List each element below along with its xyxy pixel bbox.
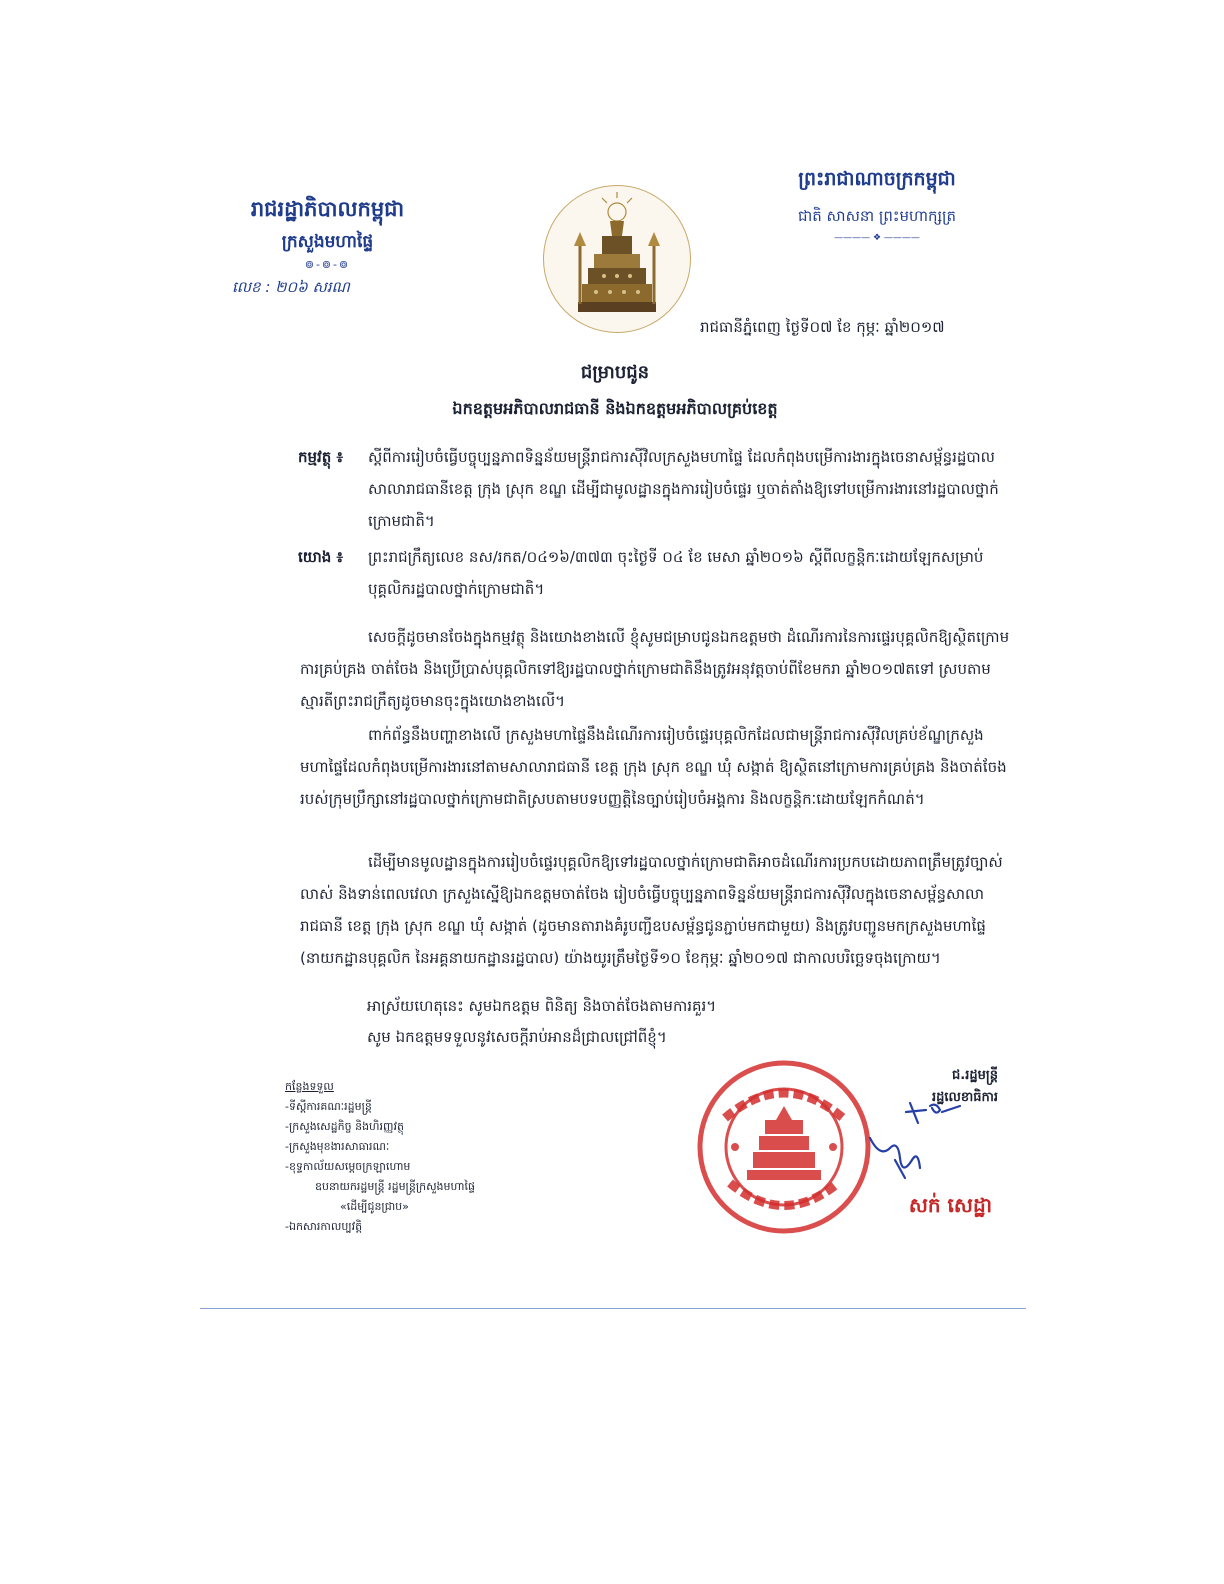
document-date: រាជធានីភ្នំពេញ ថ្ងៃទី០៧ ខែ កុម្ភៈ ឆ្នាំ២០១៧ — [700, 318, 945, 336]
recipient-item: -ទីស្តីការគណៈរដ្ឋមន្ត្រី — [285, 1100, 372, 1113]
recipient-item: «ដើម្បីជូនជ្រាប» — [340, 1200, 409, 1213]
body-paragraph: សេចក្តីដូចមានចែងក្នុងកម្មវត្ថុ និងយោងខាងលើ ខ្ញុំសូមជម្រាបជូនឯកឧត្តមថា ដំណើរការនៃការផ្ទេរបុគ្គលិកឱ្យស្ថិតក្រោមការគ្រប់គ្រង ចាត់ចែង និងប្រើប្រាស់បុគ្គលិកទៅឱ្យរដ្ឋបាលថ្នាក់ក្រោមជាតិនឹងត្រូវអនុវត្តចាប់ពីខែមករា ឆ្នាំ២០១៧តទៅ ស្របតាមស្មារតីព្រះរាជក្រឹត្យដូចមានចុះក្នុងយោងខាងលើ។ — [300, 628, 1010, 710]
reference-label: យោង ៖ — [298, 548, 344, 566]
kingdom-name: ព្រះរាជាណាចក្រកម្ពុជា — [798, 168, 956, 190]
kingdom-block — [757, 167, 997, 243]
reference-number: លេខ : ២០៦ សរណ — [232, 278, 350, 296]
body-paragraph: ដើម្បីមានមូលដ្ឋានក្នុងការរៀបចំផ្ទេរបុគ្គលិកឱ្យទៅរដ្ឋបាលថ្នាក់ក្រោមជាតិអាចដំណើរការប្រកបដោយភាពត្រឹមត្រូវច្បាស់លាស់ និងទាន់ពេលវេលា ក្រសួងស្នើឱ្យឯកឧត្តមចាត់ចែង រៀបចំធ្វើបច្ចុប្បន្នភាពទិន្នន័យមន្ត្រីរាជការស៊ីវិលក្នុងចេនាសម្ព័ន្ធសាលារាជធានី ខេត្ត ក្រុង ស្រុក ខណ្ឌ ឃុំ សង្កាត់ (ដូចមានតារាងគំរូបញ្ជីឧបសម្ព័ន្ធជូនភ្ជាប់មកជាមួយ) និងត្រូវបញ្ជូនមកក្រសួងមហាផ្ទៃ (នាយកដ្ឋានបុគ្គលិក នៃអគ្គនាយកដ្ឋានរដ្ឋបាល) យ៉ាងយូរត្រឹមថ្ងៃទី១០ ខែកុម្ភៈ ឆ្នាំ២០១៧ ជាកាលបរិច្ឆេទចុងក្រោយ។ — [300, 853, 1003, 967]
reference-text: ព្រះរាជក្រឹត្យលេខ នស/រកត/០៤១៦/៣៧៣ ចុះថ្ងៃទី ០៤ ខែ មេសា ឆ្នាំ២០១៦ ស្តីពីលក្ខន្តិកៈដោយឡែកសម្រាប់បុគ្គលិករដ្ឋបាលថ្នាក់ក្រោមជាតិ។ — [368, 548, 984, 598]
document-title: ជម្រាបជូន — [580, 362, 650, 383]
footer-divider — [200, 1308, 1026, 1309]
motto-ornament: ———— ❖ ———— — [834, 233, 920, 243]
recipient-item: -ក្រសួងមុខងារសាធារណៈ — [285, 1140, 390, 1153]
recipients-heading: កន្លែងទទួល — [285, 1080, 334, 1093]
recipient-item: ឧបនាយករដ្ឋមន្ត្រី រដ្ឋមន្ត្រីក្រសួងមហាផ្ទៃ — [315, 1180, 475, 1193]
royal-emblem-icon — [543, 185, 691, 333]
signatory-line-1: ជ.រដ្ឋមន្ត្រី — [952, 1068, 998, 1083]
ministry-name: ក្រសួងមហាផ្ទៃ — [281, 232, 374, 252]
government-name: រាជរដ្ឋាភិបាលកម្ពុជា — [250, 197, 405, 221]
recipients-list — [285, 1077, 545, 1237]
issuer-block — [220, 196, 435, 300]
recipient-item: -ខុទ្ទកាល័យសម្តេចក្រឡាហោម — [285, 1160, 411, 1173]
body-paragraph: ពាក់ព័ន្ធនឹងបញ្ហាខាងលើ ក្រសួងមហាផ្ទៃនឹងដំណើរការរៀបចំផ្ទេរបុគ្គលិកដែលជាមន្ត្រីរាជការស៊ីវិលគ្រប់ខ័ណ្ឌក្រសួងមហាផ្ទៃដែលកំពុងបម្រើការងារនៅតាមសាលារាជធានី ខេត្ត ក្រុង ស្រុក ខណ្ឌ ឃុំ សង្កាត់ ឱ្យស្ថិតនៅក្រោមការគ្រប់គ្រង និងចាត់ចែងរបស់ក្រុមប្រឹក្សានៅរដ្ឋបាលថ្នាក់ក្រោមជាតិស្របតាមបទបញ្ញត្តិនៃច្បាប់រៀបចំអង្គការ និងលក្ខន្តិកៈដោយឡែកកំណត់។ — [300, 726, 1007, 808]
recipient-item: -ក្រសួងសេដ្ឋកិច្ច និងហិរញ្ញវត្ថុ — [285, 1120, 404, 1133]
signatory-name: សក់ សេដ្ឋា — [908, 1193, 992, 1217]
subject-text: ស្តីពីការរៀបចំធ្វើបច្ចុប្បន្នភាពទិន្នន័យមន្ត្រីរាជការស៊ីវិលក្រសួងមហាផ្ទៃ ដែលកំពុងបម្រើការងារក្នុងចេនាសម្ព័ន្ធរដ្ឋបាលសាលារាជធានីខេត្ត ក្រុង ស្រុក ខណ្ឌ ដើម្បីជាមូលដ្ឋានក្នុងការរៀបចំផ្ទេរ ឬចាត់តាំងឱ្យទៅបម្រើការងារនៅរដ្ឋបាលថ្នាក់ក្រោមជាតិ។ — [368, 448, 999, 530]
handwritten-signature-icon — [840, 1098, 970, 1193]
addressee: ឯកឧត្តមអភិបាលរាជធានី និងឯកឧត្តមអភិបាលគ្រប់ខេត្ត — [452, 399, 778, 418]
closing-greeting: សូម ឯកឧត្តមទទួលនូវសេចក្តីរាប់អានដ៏ជ្រាលជ្រៅពីខ្ញុំ។ — [367, 1028, 667, 1046]
subject-label: កម្មវត្ថុ ៖ — [298, 448, 344, 466]
issuer-ornament: ៙-៙-៙ — [304, 258, 351, 271]
signatory-line-2: រដ្ឋលេខាធិការ — [931, 1090, 998, 1105]
recipient-item: -ឯកសារកាលប្បវត្តិ — [285, 1220, 363, 1233]
national-motto: ជាតិ សាសនា ព្រះមហាក្សត្រ — [797, 207, 957, 225]
closing-request: អាស្រ័យហេតុនេះ សូមឯកឧត្តម ពិនិត្យ និងចាត់ចែងតាមការគួរ។ — [367, 997, 717, 1015]
